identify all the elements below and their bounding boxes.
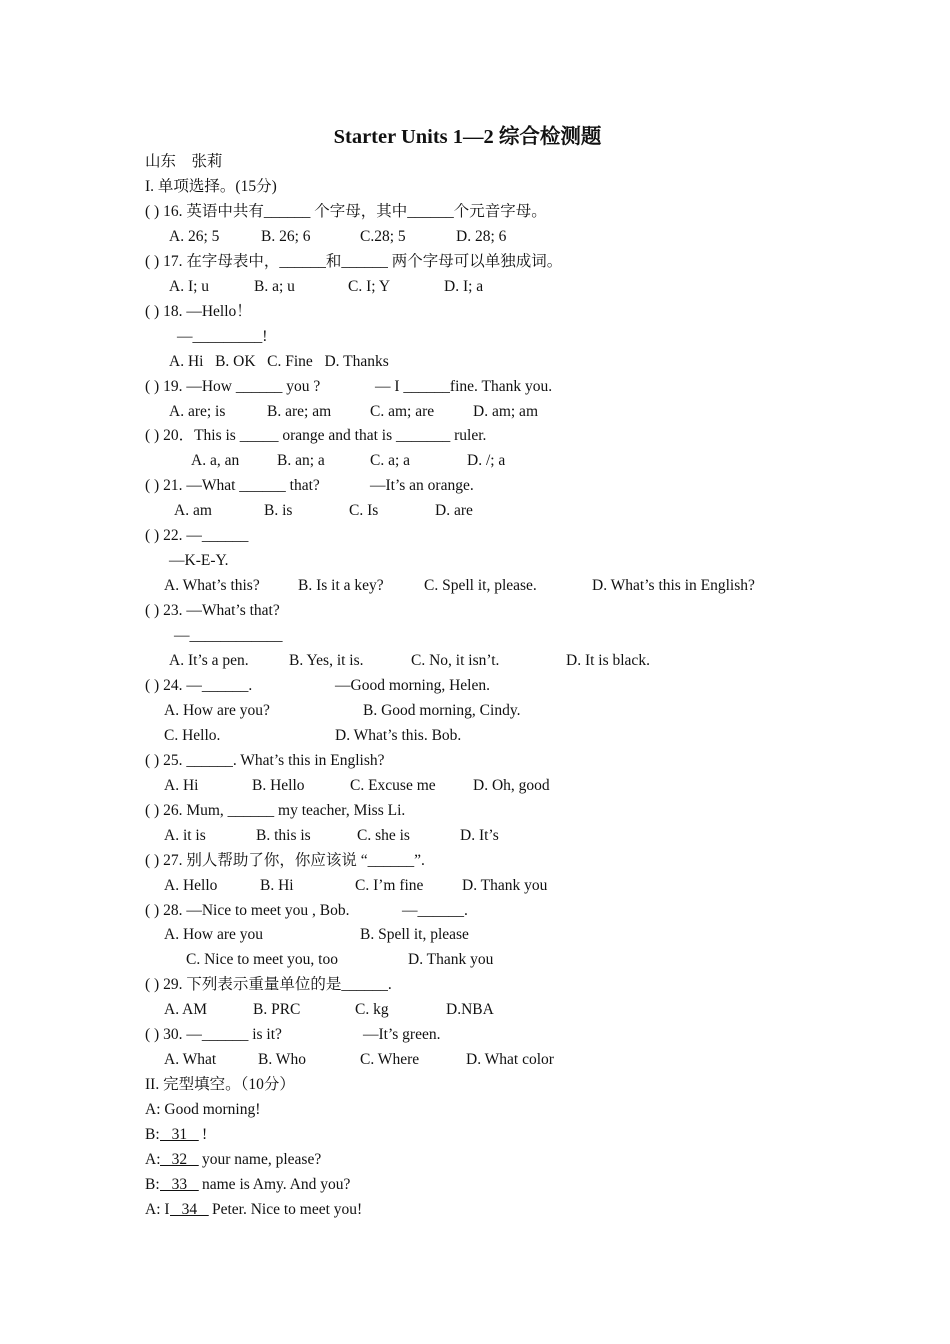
text-segment: D. Thank you — [408, 951, 494, 969]
text-line — [0, 1072, 950, 1097]
text-segment: C.28; 5 — [360, 227, 406, 245]
text-line — [0, 548, 950, 573]
text-segment: ( ) 29. 下列表示重量单位的是______. — [145, 976, 392, 994]
text-segment: ( ) 18. —Hello！ — [145, 302, 252, 320]
text-segment: B. Yes, it is. — [289, 652, 364, 669]
text-segment: ( ) 16. 英语中共有______ 个字母，其中______个元音字母。 — [145, 202, 547, 220]
text-segment: B. are; am — [267, 402, 332, 420]
page-title: Starter Units 1—2 综合检测题 — [333, 126, 602, 148]
text-segment: C. No, it isn’t. — [411, 652, 500, 669]
text-segment: A. Hi B. OK C. Fine D. Thanks — [169, 352, 389, 370]
text-segment: A. am — [174, 502, 212, 520]
text-line — [0, 798, 950, 823]
text-line — [0, 972, 950, 997]
text-segment: D. What’s this in English? — [592, 577, 755, 595]
text-segment: C. Spell it, please. — [424, 577, 537, 595]
text-line — [0, 448, 950, 473]
text-line — [0, 1197, 950, 1222]
text-segment: ( ) 30. —______ is it? — [145, 1026, 282, 1044]
text-segment: D. I; a — [444, 277, 484, 295]
text-segment: C. Nice to meet you, too — [186, 951, 338, 969]
text-line — [0, 1172, 950, 1197]
blank-number: 34 — [170, 1200, 209, 1218]
text-line — [0, 698, 950, 723]
text-line — [0, 1047, 950, 1072]
text-line — [0, 673, 950, 698]
text-segment: C. Where — [360, 1051, 420, 1069]
text-line — [0, 199, 950, 224]
text-line — [0, 648, 950, 673]
text-segment: ( ) 26. Mum, ______ my teacher, Miss Li. — [145, 801, 406, 819]
text-segment: II. 完型填空。（10分） — [145, 1076, 295, 1094]
text-line — [0, 997, 950, 1022]
text-segment: A. What — [164, 1051, 217, 1069]
text-segment: —_________! — [177, 327, 268, 345]
text-segment: B: — [145, 1126, 160, 1144]
text-line — [0, 174, 950, 199]
text-segment: B. this is — [256, 826, 311, 844]
text-segment: C. I; Y — [348, 277, 391, 295]
text-segment: D. It’s — [460, 826, 499, 844]
text-line — [0, 598, 950, 623]
text-line — [0, 374, 950, 399]
text-line — [0, 523, 950, 548]
text-segment: ( ) 21. —What ______ that? — [145, 477, 320, 495]
text-segment: D. /; a — [467, 452, 506, 470]
text-line — [0, 473, 950, 498]
text-segment: A. What’s this? — [164, 577, 260, 595]
text-segment: C. Excuse me — [350, 776, 436, 794]
text-line — [0, 423, 950, 448]
text-segment: name is Amy. And you? — [202, 1175, 351, 1193]
text-segment: D. Thank you — [462, 876, 548, 894]
text-segment: —K-E-Y. — [169, 552, 229, 570]
text-line — [0, 873, 950, 898]
text-segment: B. PRC — [253, 1001, 301, 1019]
text-line — [0, 1097, 950, 1122]
text-segment: B. Is it a key? — [298, 577, 384, 595]
text-segment: C. I’m fine — [355, 876, 424, 894]
text-segment: A: — [145, 1151, 161, 1168]
text-segment: ( ) 28. —Nice to meet you , Bob. — [145, 901, 350, 919]
text-segment: C. Is — [349, 502, 379, 520]
text-segment: —____________ — [174, 627, 283, 645]
text-line — [0, 773, 950, 798]
text-segment: D. are — [435, 502, 473, 520]
blank-number: 33 — [160, 1175, 199, 1193]
text-segment: ( ) 23. —What’s that? — [145, 602, 280, 620]
text-line — [0, 299, 950, 324]
text-line — [0, 324, 950, 349]
text-segment: A. How are you — [164, 926, 264, 944]
text-segment: ! — [202, 1126, 208, 1144]
text-line — [0, 823, 950, 848]
text-line — [0, 1147, 950, 1172]
text-segment: A. Hello — [164, 876, 218, 894]
text-segment: ( ) 25. ______. What’s this in English? — [145, 751, 385, 769]
text-segment: B. is — [264, 502, 293, 520]
text-segment: ( ) 24. —______. — [145, 676, 253, 694]
text-segment: B: — [145, 1175, 160, 1193]
text-segment: C. she is — [357, 826, 410, 844]
text-segment: A. AM — [164, 1001, 208, 1019]
text-segment: C. kg — [355, 1001, 389, 1019]
text-line — [0, 623, 950, 648]
text-line — [0, 723, 950, 748]
text-segment: B. 26; 6 — [261, 227, 311, 245]
text-line — [0, 224, 950, 249]
text-segment: A. I; u — [169, 277, 210, 295]
text-segment: A: Good morning! — [145, 1101, 261, 1119]
text-segment: D. What’s this. Bob. — [335, 726, 462, 744]
text-segment: A: I — [145, 1200, 170, 1218]
text-segment: —It’s an orange. — [370, 477, 474, 495]
blank-number: 31 — [160, 1126, 199, 1144]
text-segment: ( ) 19. —How ______ you ? — [145, 377, 321, 395]
text-segment: B. Good morning, Cindy. — [363, 701, 521, 719]
text-segment: D.NBA — [446, 1001, 494, 1019]
text-segment: 山东 张莉 — [145, 153, 223, 170]
text-segment: ( ) 27. 别人帮助了你，你应该说 “______”. — [145, 851, 425, 869]
text-segment: D. It is black. — [566, 652, 650, 669]
text-line — [0, 399, 950, 424]
text-segment: A. are; is — [169, 402, 226, 420]
text-segment: A. 26; 5 — [169, 227, 220, 245]
text-line — [0, 274, 950, 299]
text-line — [0, 249, 950, 274]
text-line — [0, 947, 950, 972]
text-segment: B. Hi — [260, 876, 294, 894]
text-segment: ( ) 20．This is _____ orange and that is _______ ruler. — [145, 427, 487, 445]
text-segment: I. 单项选择。(15分) — [145, 177, 277, 195]
text-segment: A. it is — [164, 826, 206, 844]
text-segment: A. Hi — [164, 776, 199, 794]
text-segment: D. 28; 6 — [456, 227, 507, 245]
text-line — [0, 848, 950, 873]
text-segment: D. am; am — [473, 402, 538, 420]
text-segment: B. an; a — [277, 452, 325, 470]
text-segment: A. a, an — [191, 452, 240, 470]
text-segment: ( ) 17. 在字母表中，______和______ 两个字母可以单独成词。 — [145, 252, 563, 270]
text-line — [0, 498, 950, 523]
text-segment: C. am; are — [370, 402, 435, 420]
text-line — [0, 349, 950, 374]
blank-number: 32 — [160, 1151, 199, 1168]
text-segment: B. a; u — [254, 277, 295, 295]
text-line — [0, 1022, 950, 1047]
text-segment: —______. — [402, 901, 468, 919]
text-segment: A. How are you? — [164, 701, 270, 719]
text-segment: B. Spell it, please — [360, 926, 469, 944]
text-segment: your name, please? — [202, 1151, 322, 1168]
text-segment: ( ) 22. —______ — [145, 527, 249, 545]
text-segment: — I ______fine. Thank you. — [375, 377, 553, 395]
text-line — [0, 898, 950, 923]
text-segment: —It’s green. — [363, 1026, 441, 1044]
text-segment: B. Who — [258, 1051, 306, 1069]
text-line — [0, 748, 950, 773]
text-line — [0, 1122, 950, 1147]
text-segment: A. It’s a pen. — [169, 652, 249, 669]
text-segment: C. a; a — [370, 452, 411, 470]
text-segment: Peter. Nice to meet you! — [212, 1200, 363, 1218]
text-segment: B. Hello — [252, 776, 305, 794]
text-segment: —Good morning, Helen. — [335, 676, 490, 694]
text-segment: D. What color — [466, 1051, 554, 1069]
text-segment: C. Hello. — [164, 726, 221, 744]
text-line — [0, 573, 950, 598]
text-line — [0, 149, 950, 174]
text-segment: D. Oh, good — [473, 776, 550, 794]
text-line — [0, 922, 950, 947]
